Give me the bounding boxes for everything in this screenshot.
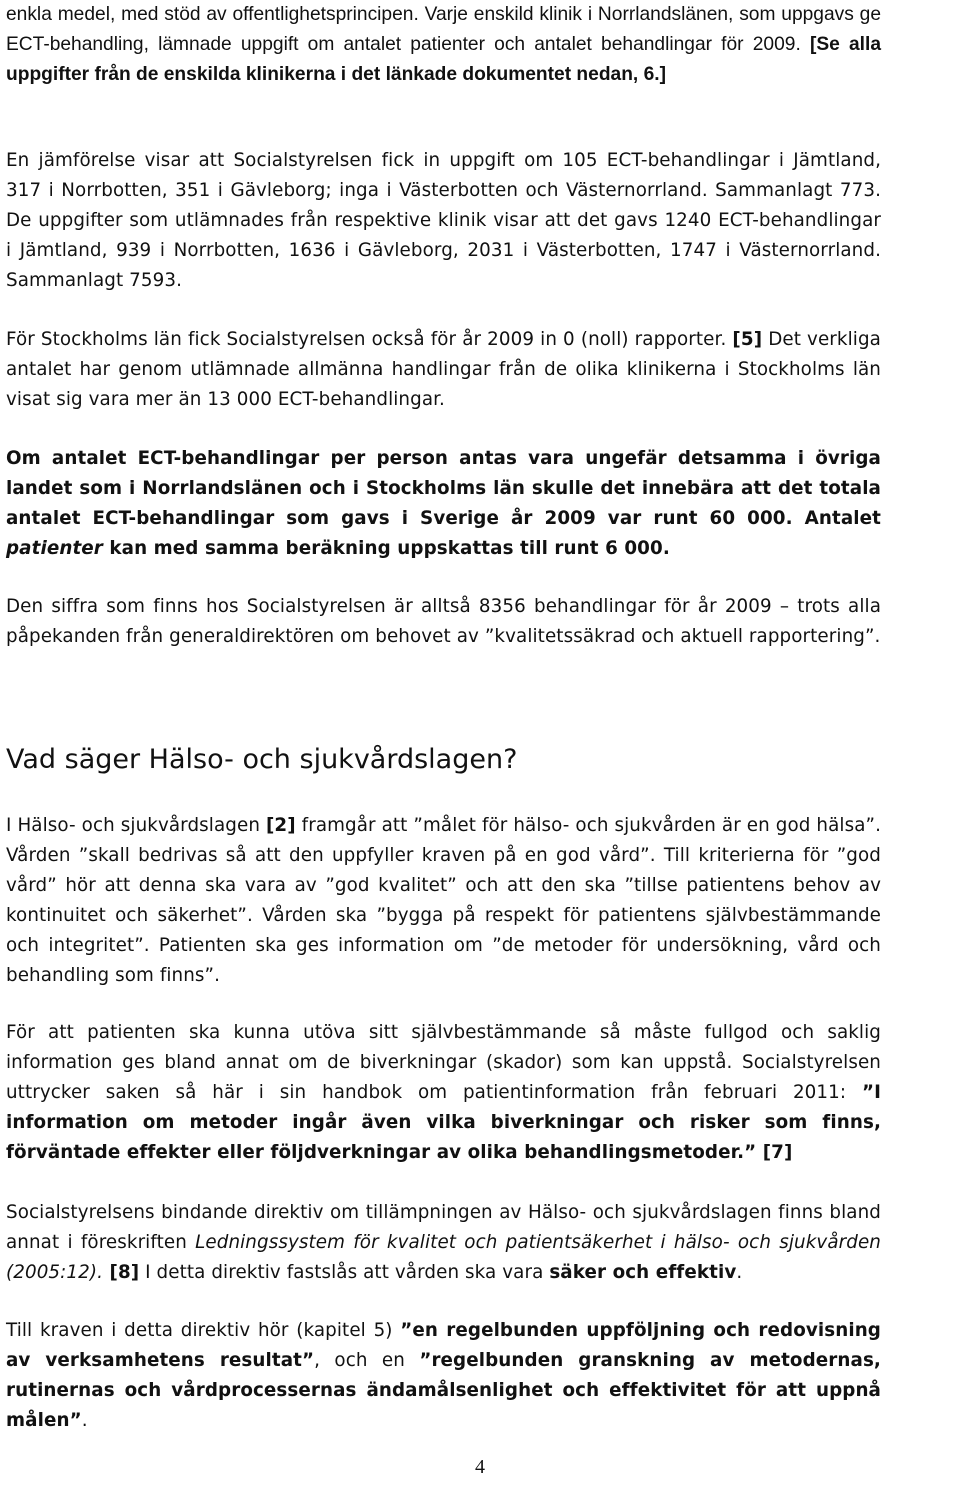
paragraph-estimate-a: Om antalet ECT-behandlingar per person antas vara ungefär detsamma i övriga landet som i Norrlandslänen och i Stockholms län skulle det innebära att det totala antalet ECT-behandlingar som gavs i Sverige år 2009 var runt 60 000. Antalet (6, 448, 881, 529)
paragraph-intro (6, 0, 881, 90)
paragraph-requirements-quote-1: ”en regelbunden uppföljning och redovisning av verksamhetens resultat” (6, 1320, 881, 1371)
paragraph-comparison-a: En jämförelse visar att Socialstyrelsen fick in uppgift om 105 ECT-behandlingar i Jämtland, 317 i Norrbotten, 351 i Gävleborg; inga i Västerbotten och Västernorrland. Sammanlagt 773. (6, 150, 881, 201)
reference-2: [2] (265, 815, 296, 836)
paragraph-figure-text: Den siffra som finns hos Socialstyrelsen är alltså 8356 behandlingar för år 2009 – trots alla påpekanden från generaldirektören om behovet av ”kvalitetssäkrad och aktuell rapportering”. (6, 596, 881, 647)
paragraph-requirements (6, 1316, 881, 1436)
paragraph-information-quote: ”I information om metoder ingår även vilka biverkningar och risker som finns, förväntade effekter eller följdverkningar av olika behandlingsmetoder.” [7] (6, 1082, 881, 1163)
paragraph-directive-bold: säker och effektiv (549, 1262, 737, 1283)
paragraph-intro-bold: [Se alla uppgifter från de enskilda klinikerna i det länkade dokumentet nedan, 6.] (6, 34, 881, 85)
paragraph-estimate-b: kan med samma beräkning uppskattas till runt 6 000. (102, 538, 670, 559)
paragraph-intro-text: enkla medel, med stöd av offentlighetsprincipen. Varje enskild klinik i Norrlandslänen, som uppgavs ge ECT-behandling, lämnade uppgift om antalet patienter och antalet behandlingar för 2009. (6, 4, 881, 55)
paragraph-estimate (6, 444, 881, 564)
paragraph-information (6, 1018, 881, 1168)
paragraph-hsl-a: I Hälso- och sjukvårdslagen (6, 815, 266, 836)
paragraph-stockholm (6, 325, 881, 415)
paragraph-stockholm-a: För Stockholms län fick Socialstyrelsen också för år 2009 in 0 (noll) rapporter. (6, 329, 733, 350)
paragraph-information-a: För att patienten ska kunna utöva sitt självbestämmande så måste fullgod och saklig information ges bland annat om de biverkningar (skador) som kan uppstå. Socialstyrelsen uttrycker saken så här i sin handbok om patientinformation från februari 2011: (6, 1022, 881, 1103)
section-heading: Vad säger Hälso- och sjukvårdslagen? (6, 744, 518, 775)
paragraph-requirements-quote-2: ”regelbunden granskning av metodernas, rutinernas och vårdprocessernas ändamålsenlighet och effektivitet för att uppnå målen” (6, 1350, 881, 1431)
paragraph-stockholm-b: Det verkliga antalet har genom utlämnade allmänna handlingar från de olika klinikerna i Stockholms län visat sig vara mer än 13 000 ECT-behandlingar. (6, 329, 881, 410)
reference-5: [5] (732, 329, 763, 350)
paragraph-directive-c: . (736, 1262, 743, 1283)
paragraph-comparison (6, 146, 881, 296)
regulation-title: Ledningssystem för kvalitet och patientsäkerhet i hälso- och sjukvården (2005:12). (6, 1232, 881, 1283)
reference-8: [8] (103, 1262, 140, 1283)
paragraph-requirements-c: . (81, 1410, 88, 1431)
paragraph-comparison-b: De uppgifter som utlämnades från respektive klinik visar att det gavs 1240 ECT-behandlingar i Jämtland, 939 i Norrbotten, 1636 i Gävleborg, 2031 i Västerbotten, 1747 i Västernorrland. Sammanlagt 7593. (6, 210, 881, 291)
paragraph-directive-b: I detta direktiv fastslås att vården ska vara (139, 1262, 550, 1283)
paragraph-directive-a: Socialstyrelsens bindande direktiv om tillämpningen av Hälso- och sjukvårdslagen finns bland annat i föreskriften (6, 1202, 881, 1253)
page-number: 4 (475, 1456, 485, 1478)
paragraph-requirements-b: , och en (314, 1350, 420, 1371)
paragraph-hsl-b: framgår att ”målet för hälso- och sjukvården är en god hälsa”. Vården ”skall bedrivas så att den uppfyller kraven på en god vård”. Till kriterierna för ”god vård” hör att denna ska vara av ”god kvalitet” och att den ska ”tillse patientens behov av kontinuitet och säkerhet”. Vården ska ”bygga på respekt för patientens självbestämmande och integritet”. Patienten ska ges information om ”de metoder för undersökning, vård och behandling som finns”. (6, 815, 881, 986)
paragraph-requirements-a: Till kraven i detta direktiv hör (kapitel 5) (6, 1320, 401, 1341)
paragraph-estimate-italic: patienter (6, 538, 103, 559)
paragraph-hsl (6, 811, 881, 991)
paragraph-figure (6, 592, 881, 652)
paragraph-directive (6, 1198, 881, 1288)
